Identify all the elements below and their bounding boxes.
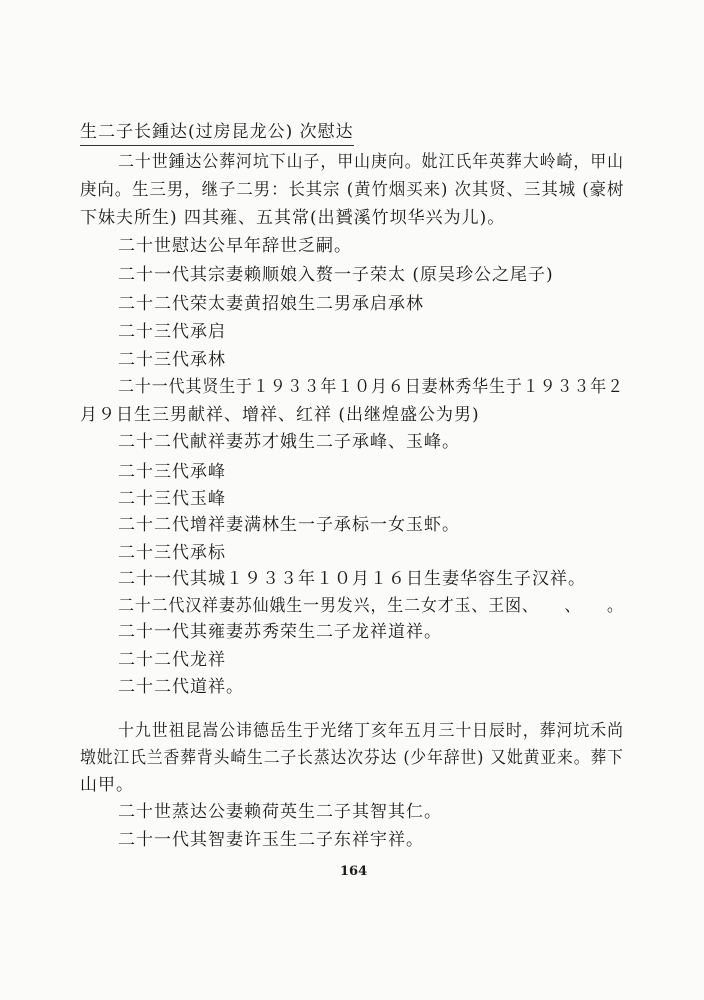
text-line-4: 下妹夫所生) 四其雍、五其常(出贇溪竹坝华兴为儿)。 bbox=[80, 208, 506, 228]
text-line-22: 十九世祖昆嵩公讳德岳生于光绪丁亥年五月三十日辰时，葬河坑禾尚 bbox=[118, 721, 624, 741]
text-line-15: 二十二代增祥妻满林生一子承标一女玉虾。 bbox=[118, 515, 460, 535]
text-line-9: 二十三代承林 bbox=[118, 350, 226, 370]
text-line-7: 二十二代荣太妻黄招娘生二男承启承林 bbox=[118, 294, 424, 314]
page-number: 164 bbox=[340, 864, 368, 879]
text-line-21: 二十二代道祥。 bbox=[118, 677, 244, 697]
text-line-13: 二十三代承峰 bbox=[118, 462, 226, 482]
text-line-14: 二十三代玉峰 bbox=[118, 489, 226, 509]
text-line-25: 二十世蒸达公妻赖荷英生二子其智其仁。 bbox=[118, 802, 442, 822]
text-line-23: 墩妣江氏兰香葬背头崎生二子长蒸达次芬达 (少年辞世) 又妣黄亚来。葬下 bbox=[80, 748, 624, 768]
text-line-6: 二十一代其宗妻赖顺娘入赘一子荣太 (原吴珍公之尾子) bbox=[118, 265, 554, 285]
text-line-19: 二十一代其雍妻苏秀荣生二子龙祥道祥。 bbox=[118, 622, 442, 642]
text-line-17: 二十一代其城１９３３年１０月１６日生妻华容生子汉祥。 bbox=[118, 569, 586, 589]
text-line-2: 二十世鍾达公葬河坑下山子，甲山庚向。妣江氏年英葬大岭崎，甲山 bbox=[118, 152, 624, 172]
text-line-1: 生二子长鍾达(过房昆龙公) 次慰达 bbox=[80, 120, 354, 146]
text-line-10: 二十一代其贤生于１９３３年１０月６日妻林秀华生于１９３３年２ bbox=[118, 377, 624, 397]
text-line-3: 庚向。生三男，继子二男：长其宗 (黄竹烟买来) 次其贤、三其城 (豪树 bbox=[80, 180, 625, 200]
text-line-8: 二十三代承启 bbox=[118, 322, 226, 342]
text-line-5: 二十世慰达公早年辞世乏嗣。 bbox=[118, 236, 352, 256]
text-line-11: 月９日生三男献祥、增祥、红祥 (出继煌盛公为男) bbox=[80, 405, 480, 425]
text-line-20: 二十二代龙祥 bbox=[118, 650, 226, 670]
text-line-12: 二十二代献祥妻苏才娥生二子承峰、玉峰。 bbox=[118, 432, 460, 452]
text-line-16: 二十三代承标 bbox=[118, 543, 226, 563]
text-line-26: 二十一代其智妻许玉生二子东祥宇祥。 bbox=[118, 830, 424, 850]
text-line-18: 二十二代汉祥妻苏仙娥生一男发兴，生二女才玉、王囡、 、 。 bbox=[118, 596, 624, 616]
text-line-24: 山甲。 bbox=[80, 775, 134, 795]
